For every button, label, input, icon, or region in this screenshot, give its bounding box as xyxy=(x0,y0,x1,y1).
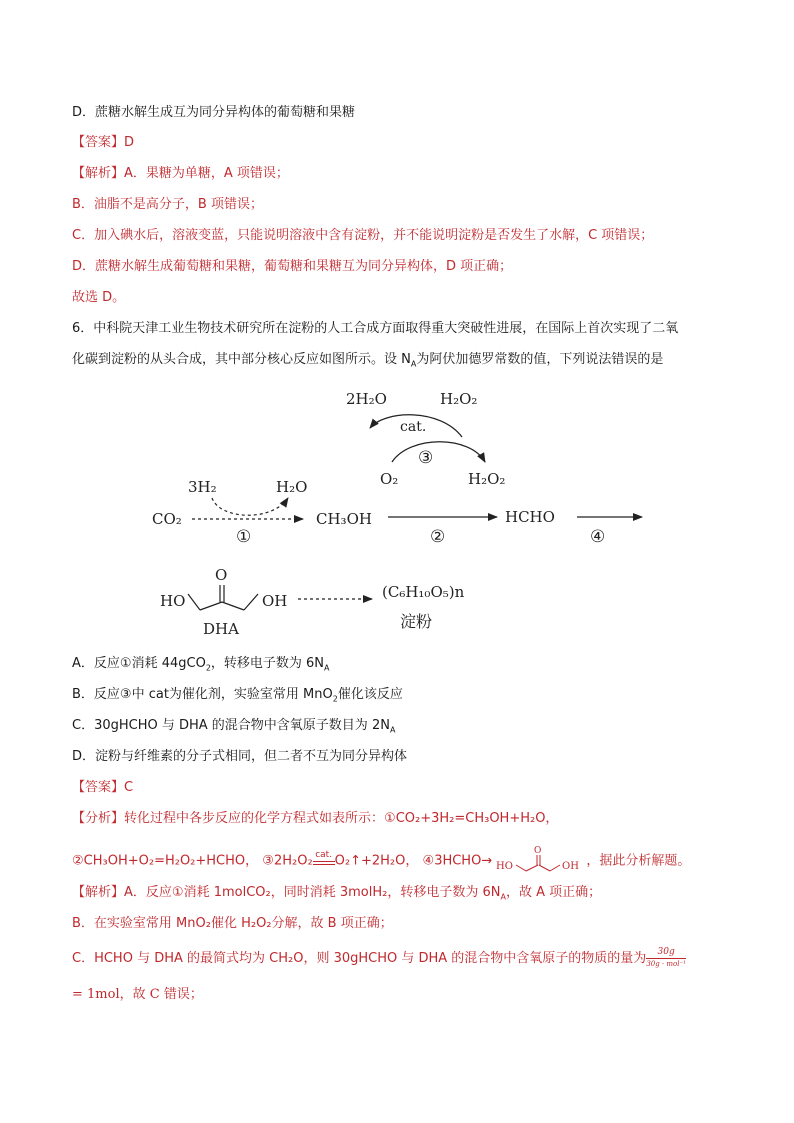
fenxi-text: 转化过程中各步反应的化学方程式如表所示： xyxy=(124,811,385,826)
eq3-cat-arrow xyxy=(313,849,335,865)
q6-answer xyxy=(72,778,133,798)
starch-formula: (C₆H₁₀O₅)n xyxy=(382,583,465,601)
dha-o-label: O xyxy=(215,566,228,584)
opt-b-post: 催化该反应 xyxy=(337,687,403,702)
q6-fenxi-line xyxy=(72,809,558,829)
eq4-circ: ④ xyxy=(422,853,435,869)
eq4-bond1 xyxy=(516,865,526,871)
eq4-oh: OH xyxy=(562,861,580,872)
dha-label: DHA xyxy=(203,620,239,638)
jiexi-a-end: ，故 A 项正确； xyxy=(505,885,602,900)
circ4-label: ④ xyxy=(590,527,606,547)
eq1-circ: ① xyxy=(384,811,396,826)
cat-label: cat. xyxy=(400,419,427,435)
h2-label: 3H₂ xyxy=(188,478,217,496)
eq4-bond3 xyxy=(539,865,550,871)
eq3-cat: cat. xyxy=(315,849,333,860)
r3-right-label: H₂O₂ xyxy=(440,390,478,408)
q6-stem-line2-a: 化碳到淀粉的从头合成，其中部分核心反应如图所示。设 N xyxy=(72,352,411,367)
frac-den: 30g · mol⁻¹ xyxy=(646,960,686,968)
co2-label: CO₂ xyxy=(152,510,182,528)
circ1-label: ① xyxy=(236,527,252,547)
q6-jiexi-c2: = 1mol，故 C 错误； xyxy=(72,987,203,1002)
opt-b-mid: 中 cat为催化剂，实验室常用 MnO xyxy=(131,687,333,702)
q6-option-c xyxy=(72,716,395,736)
analysis-label: 【解析】 xyxy=(72,166,125,181)
q6-stem-sub: A xyxy=(410,359,417,369)
dha-bond-right1 xyxy=(222,602,244,610)
r3-arc-bottom xyxy=(392,442,485,462)
opt-c-sub: A xyxy=(389,725,396,735)
opt-c-text: C．30gHCHO 与 DHA 的混合物中含氧原子数目为 2N xyxy=(72,718,390,733)
q6-answer-value: C xyxy=(124,780,134,795)
dha-oh-label: OH xyxy=(262,592,288,610)
eq1: CO₂+3H₂=CH₃OH+H₂O， xyxy=(395,811,559,826)
circ2-label: ② xyxy=(430,527,446,547)
prev-analysis-c: C．加入碘水后，溶液变蓝，只能说明溶液中含有淀粉，并不能说明淀粉是否发生了水解，C 项错误； xyxy=(72,228,654,243)
prev-analysis-a-line xyxy=(72,164,289,184)
q6-option-b xyxy=(72,685,403,705)
q6-option-d: D．淀粉与纤维素的分子式相同，但二者不互为同分异构体 xyxy=(72,749,408,764)
opt-a-sub: 2 xyxy=(205,663,211,673)
opt-b-sub: 2 xyxy=(332,694,338,704)
opt-a-circ: ① xyxy=(119,656,132,671)
eq4-o: O xyxy=(534,846,542,856)
opt-a-mid: 消耗 44gCO xyxy=(131,656,206,671)
jiexi-label: 【解析】 xyxy=(72,885,125,900)
prev-analysis-b: B．油脂不是高分子，B 项错误； xyxy=(72,197,263,212)
reaction-diagram xyxy=(0,380,794,650)
opt-a-sub2: A xyxy=(324,663,330,673)
q6-stem-line2-b: 为阿伏加德罗常数的值，下列说法错误的是 xyxy=(416,352,664,367)
q6-jiexi-c-line xyxy=(72,947,686,970)
fenxi-label: 【分析】 xyxy=(72,811,125,826)
eq4-bond4 xyxy=(550,865,560,871)
h2o-label: H₂O xyxy=(276,478,308,496)
prev-conclusion: 故选 D。 xyxy=(72,290,126,305)
dha-bond-left1 xyxy=(188,594,200,610)
answer-value: D xyxy=(124,135,135,150)
eq4-arrow: → xyxy=(481,853,493,869)
eq4-a: 3HCHO xyxy=(434,853,482,869)
q6-stem-line1: 6．中科院天津工业生物技术研究所在淀粉的人工合成方面取得重大突破性进展，在国际上首次实现了二氧 xyxy=(72,321,679,336)
opt-b-circ: ③ xyxy=(119,687,132,702)
dha-bond-right2 xyxy=(244,594,258,610)
opt-b-pre: B．反应 xyxy=(72,687,120,702)
dha-bond-left2 xyxy=(200,602,222,610)
opt-a-post: ，转移电子数为 6N xyxy=(210,656,325,671)
opt-a-pre: A．反应 xyxy=(72,656,120,671)
o2-label: O₂ xyxy=(380,470,399,488)
eq3-circ: ③ xyxy=(262,853,274,869)
prev-option-d: D．蔗糖水解生成互为同分异构体的葡萄糖和果糖 xyxy=(72,105,356,120)
q6-equations-line xyxy=(72,845,690,877)
eq4-end: ，据此分析解题。 xyxy=(586,853,691,869)
eq3-b: O₂↑+2H₂O， xyxy=(334,853,419,869)
eq4-dha-structure xyxy=(496,845,586,877)
analysis-a: A．果糖为单糖，A 项错误； xyxy=(124,166,289,181)
eq3-a: 2H₂O₂ xyxy=(273,853,313,869)
ch3oh-label: CH₃OH xyxy=(316,510,372,528)
answer-label: 【答案】 xyxy=(72,135,125,150)
q6-option-a xyxy=(72,654,330,674)
jiexi-a: A．反应①消耗 1molCO₂，同时消耗 3molH₂，转移电子数为 6N xyxy=(124,885,501,900)
fraction xyxy=(646,947,686,970)
q6-jiexi-a-line xyxy=(72,883,601,903)
step1-dashed-arc xyxy=(212,498,288,515)
q6-stem-line2 xyxy=(72,350,663,370)
prev-analysis-d: D．蔗糖水解生成葡萄糖和果糖，葡萄糖和果糖互为同分异构体，D 项正确； xyxy=(72,259,513,274)
frac-num: 30g xyxy=(646,947,686,959)
q6-jiexi-b: B．在实验室常用 MnO₂催化 H₂O₂分解，故 B 项正确； xyxy=(72,916,393,931)
hcho-label: HCHO xyxy=(505,508,555,526)
eq4-ho: HO xyxy=(496,861,514,872)
prev-answer xyxy=(72,133,134,153)
h2o2-label: H₂O₂ xyxy=(468,470,506,488)
circ3-label: ③ xyxy=(418,448,434,468)
jiexi-a-sub: A xyxy=(500,892,506,902)
q6-answer-label: 【答案】 xyxy=(72,780,125,795)
eq4-bond2 xyxy=(526,865,538,871)
r3-left-label: 2H₂O xyxy=(346,390,387,408)
eq2: CH₃OH+O₂=H₂O₂+HCHO， xyxy=(83,853,259,869)
dha-ho-label: HO xyxy=(160,592,186,610)
jiexi-c: C．HCHO 与 DHA 的最简式均为 CH₂O，则 30gHCHO 与 DHA 的混合物中含氧原子的物质的量为 xyxy=(72,951,647,966)
eq2-circ: ② xyxy=(72,853,84,869)
starch-label: 淀粉 xyxy=(400,612,433,631)
